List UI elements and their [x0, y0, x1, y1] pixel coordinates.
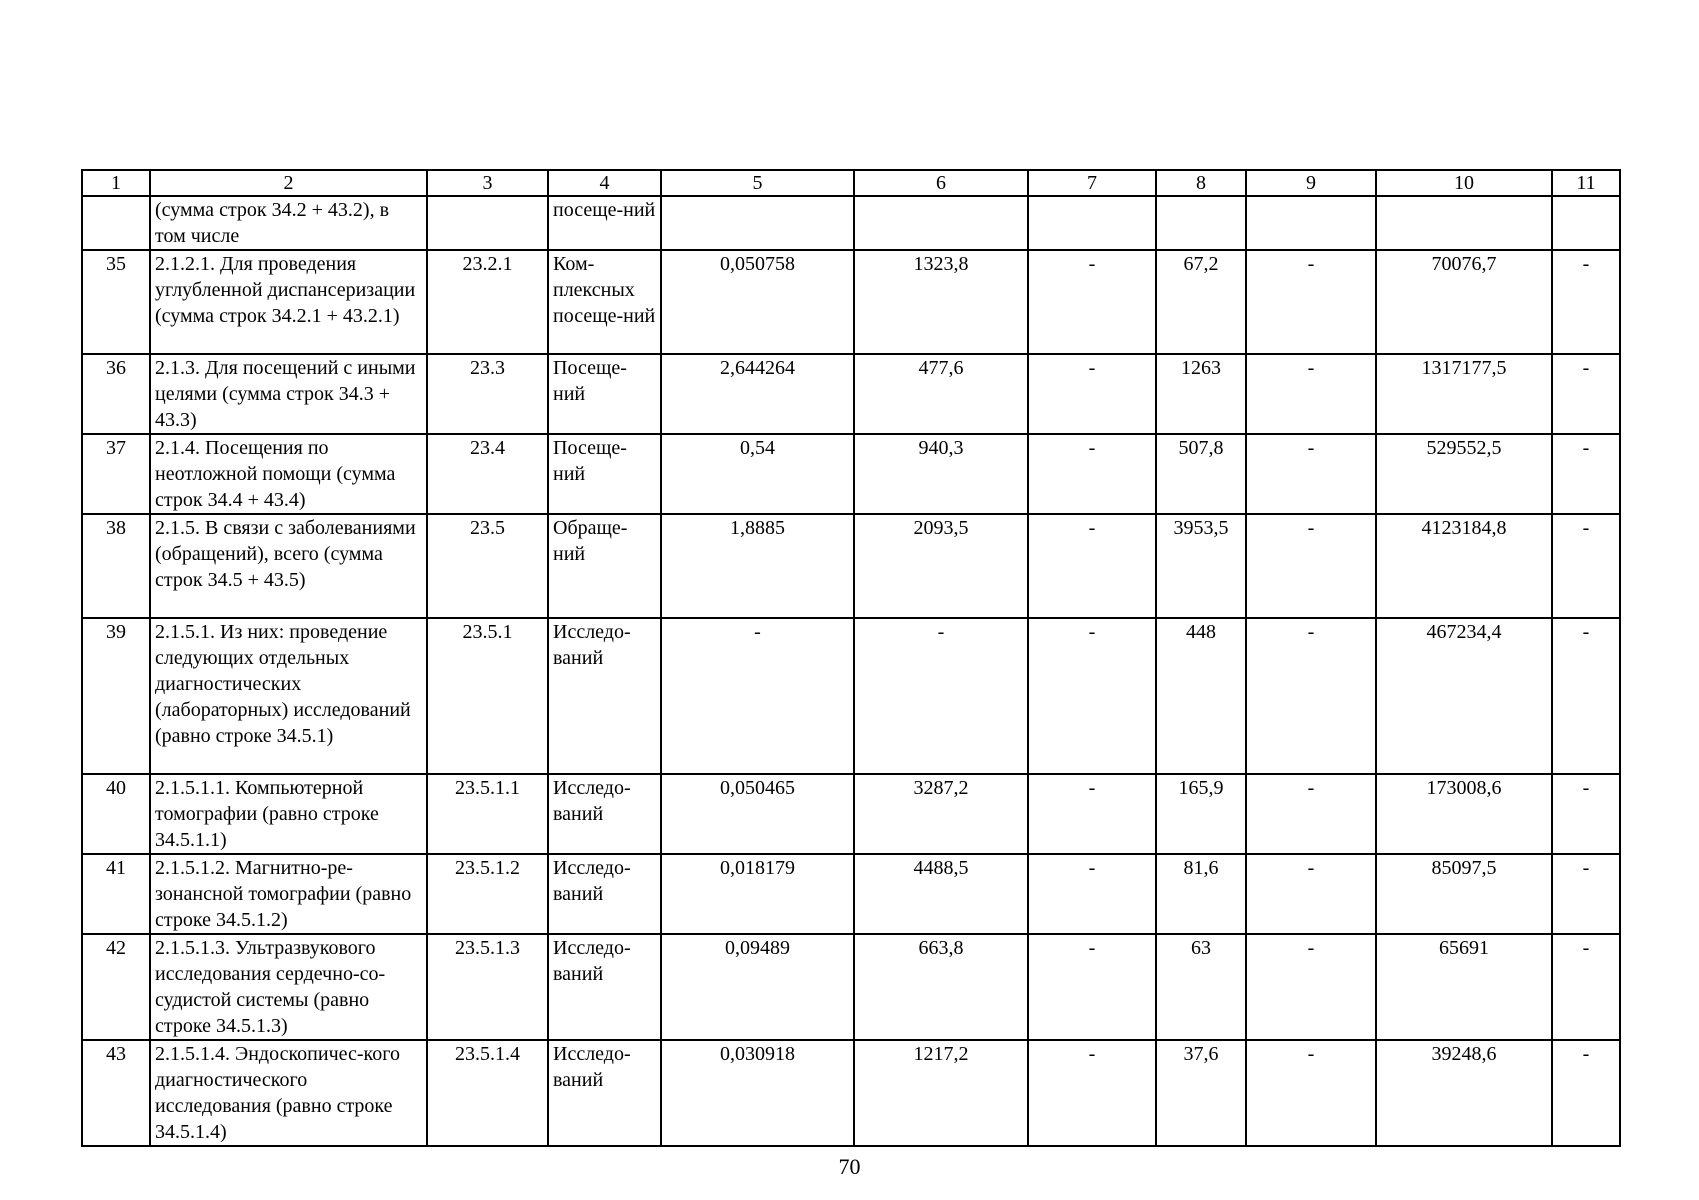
- col-9-value: -: [1246, 934, 1376, 1040]
- col-11-value: -: [1552, 434, 1620, 514]
- col-10-value: 39248,6: [1376, 1040, 1552, 1146]
- col-8-value: 448: [1156, 618, 1246, 774]
- row-description: (сумма строк 34.2 + 43.2), в том числе: [150, 196, 427, 250]
- row-number: [82, 196, 150, 250]
- row-number: 43: [82, 1040, 150, 1146]
- data-table: [81, 169, 1621, 1147]
- col-10-value: 4123184,8: [1376, 514, 1552, 618]
- row-code: 23.5.1.4: [427, 1040, 548, 1146]
- col-9-value: -: [1246, 774, 1376, 854]
- row-unit: Обраще-ний: [548, 514, 661, 618]
- row-code: 23.5.1.2: [427, 854, 548, 934]
- col-10-value: 70076,7: [1376, 250, 1552, 354]
- col-8-value: [1156, 196, 1246, 250]
- col-5-value: 0,050465: [661, 774, 854, 854]
- col-9-value: -: [1246, 1040, 1376, 1146]
- row-number: 41: [82, 854, 150, 934]
- col-8-value: 67,2: [1156, 250, 1246, 354]
- col-9-value: [1246, 196, 1376, 250]
- col-10-value: [1376, 196, 1552, 250]
- column-header: 8: [1156, 170, 1246, 196]
- col-8-value: 3953,5: [1156, 514, 1246, 618]
- col-5-value: 0,54: [661, 434, 854, 514]
- row-number: 42: [82, 934, 150, 1040]
- col-9-value: -: [1246, 618, 1376, 774]
- row-description: 2.1.5.1.4. Эндоскопичес-кого диагностического исследования (равно строке 34.5.1.4): [150, 1040, 427, 1146]
- col-7-value: -: [1028, 434, 1156, 514]
- col-9-value: -: [1246, 434, 1376, 514]
- row-number: 36: [82, 354, 150, 434]
- row-code: 23.2.1: [427, 250, 548, 354]
- col-11-value: -: [1552, 354, 1620, 434]
- row-unit: Исследо-ваний: [548, 618, 661, 774]
- col-6-value: 3287,2: [854, 774, 1028, 854]
- row-number: 40: [82, 774, 150, 854]
- col-7-value: -: [1028, 250, 1156, 354]
- row-unit: Исследо-ваний: [548, 934, 661, 1040]
- row-number: 39: [82, 618, 150, 774]
- col-5-value: -: [661, 618, 854, 774]
- col-7-value: -: [1028, 934, 1156, 1040]
- table-row: [82, 434, 1620, 514]
- col-11-value: -: [1552, 774, 1620, 854]
- col-11-value: -: [1552, 1040, 1620, 1146]
- col-6-value: 663,8: [854, 934, 1028, 1040]
- row-description: 2.1.2.1. Для проведения углубленной диспансеризации (сумма строк 34.2.1 + 43.2.1): [150, 250, 427, 354]
- col-11-value: -: [1552, 618, 1620, 774]
- col-10-value: 529552,5: [1376, 434, 1552, 514]
- row-unit: посеще-ний: [548, 196, 661, 250]
- col-7-value: -: [1028, 354, 1156, 434]
- col-7-value: -: [1028, 1040, 1156, 1146]
- col-7-value: [1028, 196, 1156, 250]
- col-7-value: -: [1028, 514, 1156, 618]
- column-header: 6: [854, 170, 1028, 196]
- column-header: 3: [427, 170, 548, 196]
- row-code: 23.3: [427, 354, 548, 434]
- header-row: [82, 170, 1620, 196]
- col-9-value: -: [1246, 854, 1376, 934]
- col-5-value: 2,644264: [661, 354, 854, 434]
- col-11-value: -: [1552, 514, 1620, 618]
- col-8-value: 507,8: [1156, 434, 1246, 514]
- row-unit: Ком-плексных посеще-ний: [548, 250, 661, 354]
- page-number: 70: [838, 1154, 861, 1179]
- table-row: [82, 774, 1620, 854]
- col-9-value: -: [1246, 514, 1376, 618]
- column-header: 1: [82, 170, 150, 196]
- col-10-value: 467234,4: [1376, 618, 1552, 774]
- table-row: [82, 514, 1620, 618]
- table-row: [82, 354, 1620, 434]
- col-10-value: 65691: [1376, 934, 1552, 1040]
- row-description: 2.1.4. Посещения по неотложной помощи (сумма строк 34.4 + 43.4): [150, 434, 427, 514]
- row-code: 23.5.1: [427, 618, 548, 774]
- table-row: [82, 196, 1620, 250]
- row-number: 37: [82, 434, 150, 514]
- col-5-value: 0,050758: [661, 250, 854, 354]
- column-header: 10: [1376, 170, 1552, 196]
- col-10-value: 173008,6: [1376, 774, 1552, 854]
- col-6-value: 1323,8: [854, 250, 1028, 354]
- col-8-value: 1263: [1156, 354, 1246, 434]
- row-code: 23.4: [427, 434, 548, 514]
- col-7-value: -: [1028, 774, 1156, 854]
- col-5-value: 0,030918: [661, 1040, 854, 1146]
- col-8-value: 165,9: [1156, 774, 1246, 854]
- row-description: 2.1.5.1.3. Ультразвукового исследования сердечно-со-судистой системы (равно строке 34.5.1.3): [150, 934, 427, 1040]
- row-number: 35: [82, 250, 150, 354]
- row-unit: Посеще-ний: [548, 434, 661, 514]
- col-9-value: -: [1246, 354, 1376, 434]
- column-header: 4: [548, 170, 661, 196]
- table-row: [82, 934, 1620, 1040]
- table-row: [82, 250, 1620, 354]
- row-description: 2.1.3. Для посещений с иными целями (сумма строк 34.3 + 43.3): [150, 354, 427, 434]
- col-10-value: 1317177,5: [1376, 354, 1552, 434]
- col-6-value: 4488,5: [854, 854, 1028, 934]
- column-header: 5: [661, 170, 854, 196]
- col-6-value: -: [854, 618, 1028, 774]
- col-9-value: -: [1246, 250, 1376, 354]
- row-unit: Исследо-ваний: [548, 854, 661, 934]
- column-header: 11: [1552, 170, 1620, 196]
- col-5-value: [661, 196, 854, 250]
- row-number: 38: [82, 514, 150, 618]
- table-row: [82, 618, 1620, 774]
- col-6-value: [854, 196, 1028, 250]
- row-code: 23.5.1.1: [427, 774, 548, 854]
- col-10-value: 85097,5: [1376, 854, 1552, 934]
- col-11-value: -: [1552, 250, 1620, 354]
- col-6-value: 2093,5: [854, 514, 1028, 618]
- col-5-value: 0,018179: [661, 854, 854, 934]
- col-7-value: -: [1028, 618, 1156, 774]
- row-unit: Исследо-ваний: [548, 1040, 661, 1146]
- col-7-value: -: [1028, 854, 1156, 934]
- row-description: 2.1.5.1. Из них: проведение следующих отдельных диагностических (лабораторных) исследований (равно строке 34.5.1): [150, 618, 427, 774]
- row-description: 2.1.5.1.2. Магнитно-ре-зонансной томографии (равно строке 34.5.1.2): [150, 854, 427, 934]
- row-code: 23.5: [427, 514, 548, 618]
- col-11-value: [1552, 196, 1620, 250]
- col-6-value: 940,3: [854, 434, 1028, 514]
- column-header: 2: [150, 170, 427, 196]
- col-5-value: 0,09489: [661, 934, 854, 1040]
- row-unit: Посеще-ний: [548, 354, 661, 434]
- row-unit: Исследо-ваний: [548, 774, 661, 854]
- column-header: 7: [1028, 170, 1156, 196]
- row-code: 23.5.1.3: [427, 934, 548, 1040]
- table-row: [82, 1040, 1620, 1146]
- row-description: 2.1.5. В связи с заболеваниями (обращений), всего (сумма строк 34.5 + 43.5): [150, 514, 427, 618]
- col-8-value: 63: [1156, 934, 1246, 1040]
- col-6-value: 477,6: [854, 354, 1028, 434]
- col-8-value: 81,6: [1156, 854, 1246, 934]
- col-8-value: 37,6: [1156, 1040, 1246, 1146]
- col-5-value: 1,8885: [661, 514, 854, 618]
- col-11-value: -: [1552, 854, 1620, 934]
- col-11-value: -: [1552, 934, 1620, 1040]
- col-6-value: 1217,2: [854, 1040, 1028, 1146]
- row-description: 2.1.5.1.1. Компьютерной томографии (равно строке 34.5.1.1): [150, 774, 427, 854]
- table-row: [82, 854, 1620, 934]
- column-header: 9: [1246, 170, 1376, 196]
- row-code: [427, 196, 548, 250]
